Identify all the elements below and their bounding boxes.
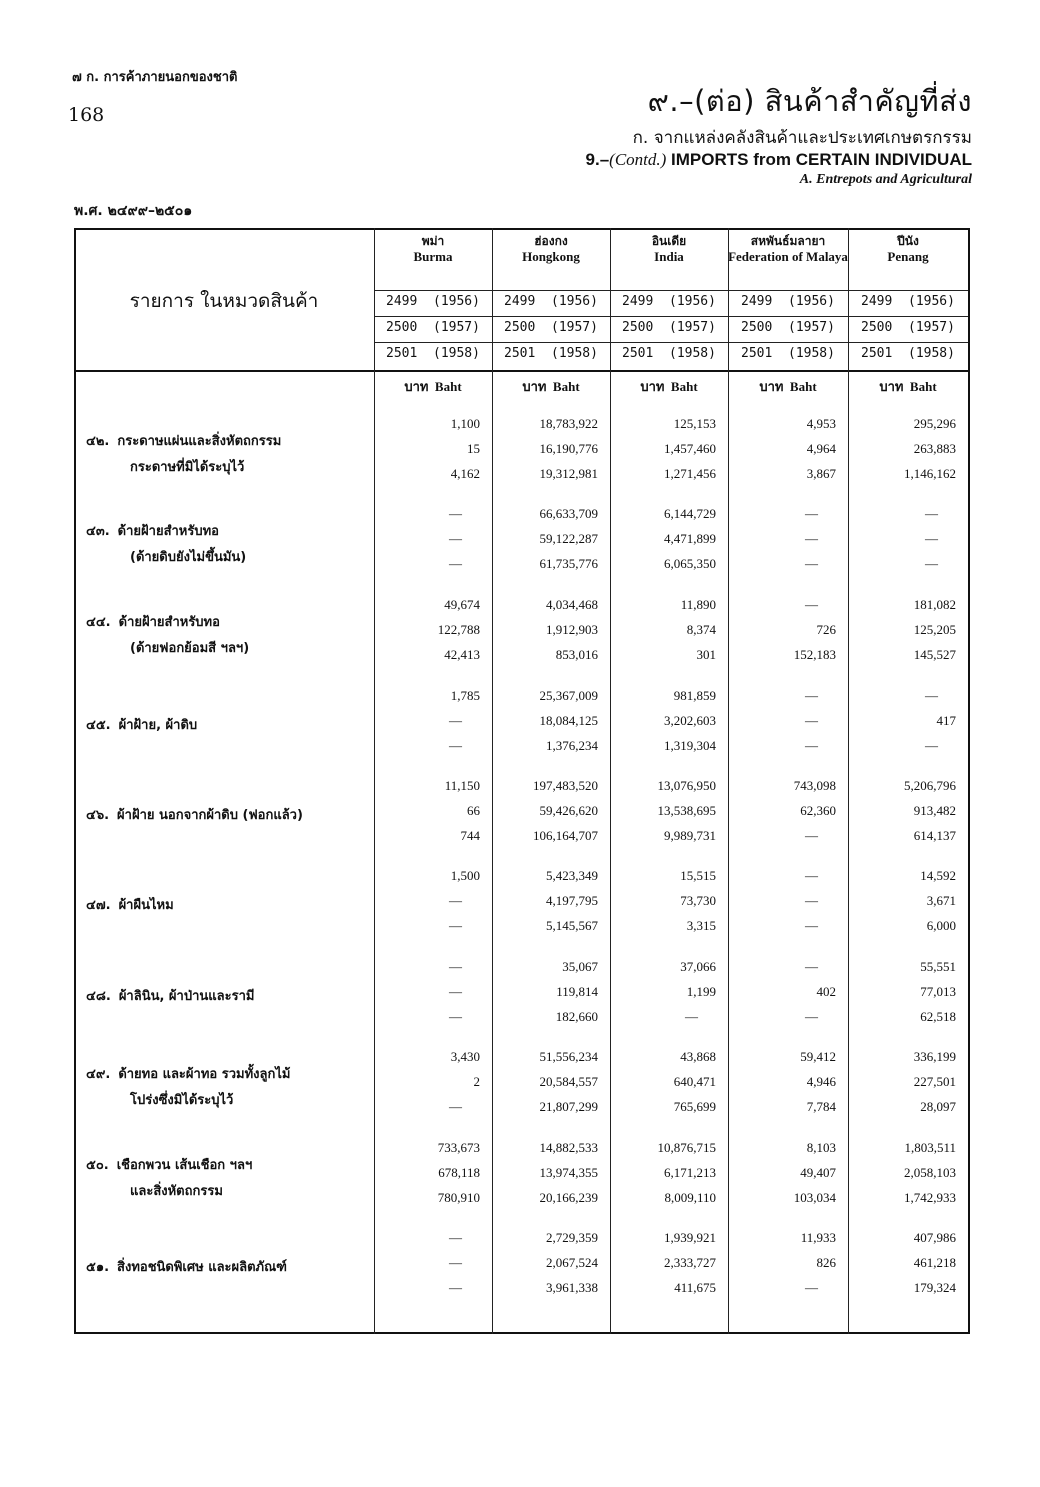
row-label-line1: เชือกพวน เส้นเชือก ฯลฯ [116,1158,253,1173]
table-cell: — [805,738,818,753]
year-label: 2500 (1957) [386,320,480,335]
table-cell: — [449,713,462,728]
table-cell: 66,633,709 [539,506,598,521]
table-cell: — [449,1009,462,1024]
table-cell: 4,034,468 [546,597,598,612]
table-cell: — [449,1255,462,1270]
table-cell: 4,964 [806,441,836,456]
table-cell: 301 [696,647,716,662]
table-cell: 4,953 [806,416,836,431]
table-cell: 3,961,338 [546,1280,598,1295]
table-cell: 14,592 [920,868,956,883]
table-cell: 66 [467,803,480,818]
table-cell: 77,013 [920,984,956,999]
row-label [86,713,197,739]
year-label: 2500 (1957) [741,320,835,335]
page-title-english [586,150,972,170]
table-cell: — [449,918,462,933]
table-cell: 59,122,287 [539,531,598,546]
table-cell: 1,939,921 [664,1230,716,1245]
table-cell: 8,103 [806,1140,836,1155]
table-cell: 21,807,299 [539,1099,598,1114]
unit-label: บาท Baht [879,379,937,394]
table-cell: 25,367,009 [539,688,598,703]
table-cell: 11,890 [680,597,716,612]
table-cell: — [805,688,818,703]
table-cell: 20,166,239 [539,1190,598,1205]
unit-label: บาท Baht [522,379,580,394]
row-label-line2: กระดาษที่มิได้ระบุไว้ [130,460,245,475]
table-cell: — [925,738,938,753]
row-label-line1: กระดาษแผ่นและสิ่งหัตถกรรม [117,434,282,449]
year-label: 2501 (1958) [386,346,480,361]
page-number: 168 [68,104,105,126]
table-cell: 1,912,903 [546,622,598,637]
table-cell: 1,785 [450,688,480,703]
table-cell: 1,146,162 [904,466,956,481]
table-cell: 402 [816,984,836,999]
row-label-line2: โปร่งซึ่งมิได้ระบุไว้ [130,1093,234,1108]
table-cell: — [805,868,818,883]
table-cell: 461,218 [913,1255,956,1270]
unit-label: บาท Baht [759,379,817,394]
table-cell: 263,883 [913,441,956,456]
table-cell: 981,859 [673,688,716,703]
table-cell: 106,164,707 [533,828,598,843]
table-cell: 726 [816,622,836,637]
table-cell: 28,097 [920,1099,956,1114]
column-header-thai: ฮ่องกง [534,234,568,248]
row-label-line1: สิ่งทอชนิดพิเศษ และผลิตภัณฑ์ [117,1260,287,1275]
table-cell: — [449,556,462,571]
table-cell: 62,360 [800,803,836,818]
page-title-thai: ๙.–(ต่อ) สินค้าสำคัญที่ส่ง [647,84,972,118]
table-cell: 4,471,899 [664,531,716,546]
table-cell: 336,199 [913,1049,956,1064]
table-cell: 2,058,103 [904,1165,956,1180]
row-number: ๔๕. [86,718,111,733]
table-cell: 42,413 [444,647,480,662]
table-cell: 3,315 [686,918,716,933]
unit-label: บาท Baht [404,379,462,394]
table-cell: 678,118 [438,1165,480,1180]
table-cell: 3,671 [926,893,956,908]
table-cell: — [449,1280,462,1295]
row-label [86,803,303,829]
table-cell: 49,674 [444,597,480,612]
table-cell: 59,412 [800,1049,836,1064]
unit-label: บาท Baht [640,379,698,394]
table-cell: 1,100 [450,416,480,431]
table-cell: 733,673 [437,1140,480,1155]
table-cell: 3,867 [806,466,836,481]
table-cell: 103,034 [793,1190,836,1205]
table-cell: 1,376,234 [546,738,598,753]
row-label [86,519,246,571]
year-label: 2500 (1957) [861,320,955,335]
table-cell: 179,324 [913,1280,956,1295]
table-cell: 614,137 [913,828,956,843]
row-number: ๕๐. [86,1158,109,1173]
table-cell: 125,205 [913,622,956,637]
table-cell: 119,814 [556,984,598,999]
table-cell: 55,551 [920,959,956,974]
row-label-line1: ด้ายฝ้ายสำหรับทอ [118,615,220,630]
row-number: ๔๙. [86,1067,111,1082]
stub-header: รายการ ในหมวดสินค้า [129,290,319,312]
row-number: ๔๖. [86,808,110,823]
row-number: ๔๓. [86,524,110,539]
table-cell: 7,784 [806,1099,836,1114]
table-cell: 1,271,456 [664,466,716,481]
table-cell: 2,333,727 [664,1255,716,1270]
table-cell: 59,426,620 [539,803,598,818]
table-cell: 4,197,795 [546,893,598,908]
row-label-line2: (ด้ายดิบยังไม่ขึ้นมัน) [130,550,247,565]
table-cell: 417 [936,713,956,728]
year-label: 2499 (1956) [622,294,716,309]
year-label: 2500 (1957) [622,320,716,335]
table-cell: 197,483,520 [533,778,598,793]
row-label [86,1153,252,1205]
year-label: 2499 (1956) [741,294,835,309]
table-cell: 145,527 [913,647,956,662]
table-cell: 51,556,234 [539,1049,598,1064]
table-cell: 4,162 [450,466,480,481]
table-cell: 125,153 [673,416,716,431]
table-cell: 16,190,776 [539,441,598,456]
title-main: IMPORTS from CERTAIN INDIVIDUAL [671,150,972,169]
table-cell: — [925,506,938,521]
table-cell: 6,144,729 [664,506,716,521]
table-cell: 6,171,213 [664,1165,716,1180]
row-label-line2: และสิ่งหัตถกรรม [130,1184,223,1199]
table-cell: 743,098 [793,778,836,793]
table-cell: 5,206,796 [904,778,956,793]
year-range: พ.ศ. ๒๔๙๙–๒๕๐๑ [74,203,193,219]
table-cell: 19,312,981 [539,466,598,481]
table-cell: 61,735,776 [539,556,598,571]
table-cell: — [449,738,462,753]
year-label: 2499 (1956) [861,294,955,309]
table-cell: 3,430 [450,1049,480,1064]
row-label [86,1255,287,1281]
table-cell: — [805,531,818,546]
table-cell: 18,084,125 [539,713,598,728]
table-cell: 2,729,359 [546,1230,598,1245]
row-label-line1: ด้ายฝ้ายสำหรับทอ [117,524,219,539]
row-label-line1: ผ้าฝ้าย, ผ้าดิบ [118,718,198,733]
table-cell: — [925,688,938,703]
row-label-line1: ผ้าลินิน, ผ้าป่านและรามี [118,989,255,1004]
table-cell: — [925,531,938,546]
table-cell: 35,067 [562,959,598,974]
table-cell: — [805,828,818,843]
table-cell: 6,000 [926,918,956,933]
table-cell: — [805,1280,818,1295]
column-header-english: Federation of Malaya [728,249,848,264]
table-cell: 11,150 [444,778,480,793]
table-cell: 15,515 [680,868,716,883]
column-header-english: Burma [413,249,453,264]
table-cell: — [805,713,818,728]
year-label: 2501 (1958) [861,346,955,361]
table-cell: 13,076,950 [657,778,716,793]
table-cell: — [805,893,818,908]
table-cell: 62,518 [920,1009,956,1024]
table-cell: 8,009,110 [664,1190,716,1205]
table-cell: 10,876,715 [657,1140,716,1155]
table-cell: 765,699 [673,1099,716,1114]
table-cell: 227,501 [913,1074,956,1089]
table-cell: 13,538,695 [657,803,716,818]
table-cell: 9,989,731 [664,828,716,843]
table-cell: — [685,1009,698,1024]
column-header-thai: อินเดีย [651,234,687,248]
column-header-thai: พม่า [421,234,445,248]
table-cell: 640,471 [673,1074,716,1089]
table-cell: — [449,1099,462,1114]
column-header-thai: สหพันธ์มลายา [750,234,826,248]
table-cell: — [449,984,462,999]
table-cell: 853,016 [555,647,598,662]
table-cell: 43,868 [680,1049,716,1064]
year-label: 2499 (1956) [386,294,480,309]
column-header [492,234,610,264]
table-cell: 1,500 [450,868,480,883]
table-cell: 8,374 [686,622,716,637]
row-label [86,429,281,481]
row-number: ๔๔. [86,615,111,630]
row-label-line1: ผ้าฝ้าย นอกจากผ้าดิบ (ฟอกแล้ว) [117,808,303,823]
column-header-english: Penang [887,249,929,264]
table-cell: 20,584,557 [539,1074,598,1089]
page-subtitle-english: A. Entrepots and Agricultural [799,172,972,187]
year-label: 2501 (1958) [504,346,598,361]
section-tag: ๗ ก. การค้าภายนอกของชาติ [72,70,238,85]
table-cell: — [449,531,462,546]
column-header [728,234,848,264]
row-number: ๕๑. [86,1260,110,1275]
table-cell: 5,145,567 [546,918,598,933]
table-cell: 122,788 [437,622,480,637]
table-cell: 913,482 [913,803,956,818]
table-cell: 152,183 [793,647,836,662]
table-cell: 18,783,922 [539,416,598,431]
table-cell: 15 [467,441,480,456]
imports-table [74,228,970,1334]
column-header [610,234,728,264]
table-cell: 1,199 [686,984,716,999]
table-cell: 744 [460,828,480,843]
column-header [848,234,968,264]
row-label-line1: ด้ายทอ และผ้าทอ รวมทั้งลูกไม้ [118,1067,291,1082]
page-subtitle-thai: ก. จากแหล่งคลังสินค้าและประเทศเกษตรกรรม [632,128,972,148]
row-label [86,1062,290,1114]
column-header-english: India [654,249,684,264]
table-cell: — [925,556,938,571]
row-number: ๔๒. [86,434,110,449]
table-cell: — [805,1009,818,1024]
year-label: 2501 (1958) [622,346,716,361]
title-contd: (Contd.) [609,150,667,169]
row-label [86,984,254,1010]
year-label: 2500 (1957) [504,320,598,335]
table-cell: 37,066 [680,959,716,974]
row-number: ๔๘. [86,989,111,1004]
row-label [86,610,249,662]
table-cell: 49,407 [800,1165,836,1180]
table-cell: — [805,959,818,974]
year-label: 2501 (1958) [741,346,835,361]
table-cell: 13,974,355 [539,1165,598,1180]
table-cell: 1,319,304 [664,738,716,753]
row-number: ๔๗. [86,898,111,913]
table-cell: — [449,959,462,974]
table-cell: — [805,918,818,933]
table-cell: — [805,506,818,521]
table-cell: 1,803,511 [904,1140,956,1155]
row-label-line2: (ด้ายฟอกย้อมสี ฯลฯ) [130,641,250,656]
table-cell: 11,933 [800,1230,836,1245]
year-label: 2499 (1956) [504,294,598,309]
table-cell: 1,457,460 [664,441,716,456]
table-cell: — [449,1230,462,1245]
table-cell: — [449,893,462,908]
table-cell: 780,910 [437,1190,480,1205]
table-cell: 2 [473,1074,480,1089]
table-cell: 182,660 [555,1009,598,1024]
row-label [86,893,174,919]
row-label-line1: ผ้าผืนไหม [118,898,174,913]
table-cell: 2,067,524 [546,1255,598,1270]
table-cell: 5,423,349 [546,868,598,883]
table-cell: — [449,506,462,521]
table-cell: 295,296 [913,416,956,431]
table-cell: 4,946 [806,1074,836,1089]
column-header-english: Hongkong [522,249,580,264]
table-cell: — [805,597,818,612]
table-cell: 3,202,603 [664,713,716,728]
table-cell: 407,986 [913,1230,956,1245]
table-cell: 73,730 [680,893,716,908]
table-cell: 14,882,533 [539,1140,598,1155]
table-cell: 181,082 [913,597,956,612]
table-cell: 1,742,933 [904,1190,956,1205]
table-cell: 6,065,350 [664,556,716,571]
column-header [374,234,492,264]
table-cell: 411,675 [674,1280,716,1295]
table-cell: — [805,556,818,571]
title-number: 9.– [585,150,610,169]
table-cell: 826 [816,1255,836,1270]
column-header-thai: ปีนัง [897,234,919,248]
